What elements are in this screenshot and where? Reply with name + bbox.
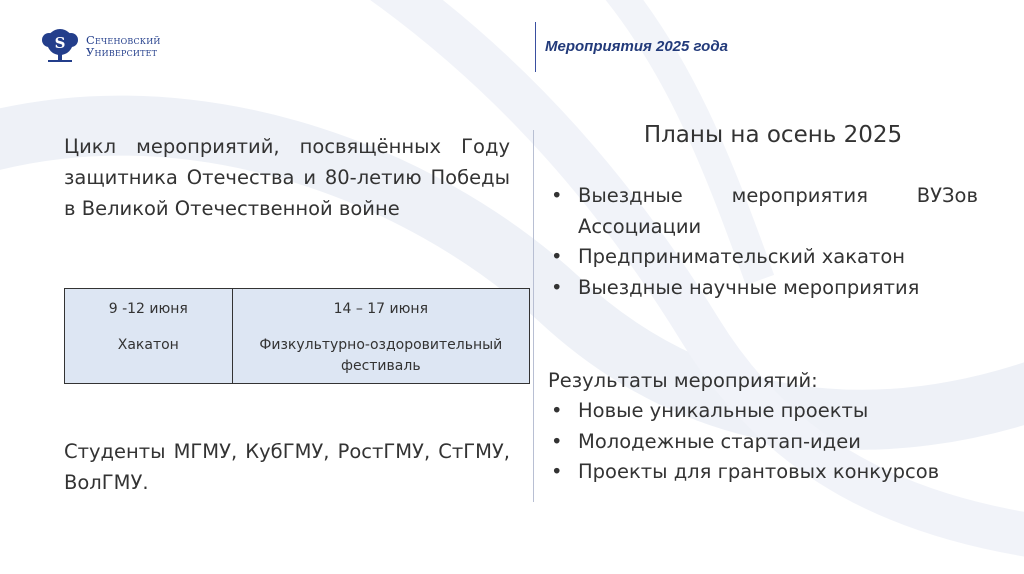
table-cell-event-2	[232, 289, 529, 384]
list-item: • Выездные научные мероприятия	[548, 273, 978, 304]
list-item: • Проекты для грантовых конкурсов	[548, 457, 978, 488]
plans-heading: Планы на осень 2025	[643, 122, 903, 148]
results-list	[548, 396, 978, 488]
plans-list	[548, 181, 978, 303]
event-date: 9 -12 июня	[108, 301, 188, 317]
column-divider	[533, 130, 534, 502]
logo-wordmark	[86, 34, 161, 58]
list-item: • Молодежные стартап-идеи	[548, 427, 978, 458]
participants-paragraph: Студенты МГМУ, КубГМУ, РостГМУ, СтГМУ, ВолГМУ.	[64, 440, 510, 494]
event-name: Хакатон	[117, 337, 179, 353]
tree-emblem-icon	[40, 28, 80, 64]
logo-line-2: Университет	[86, 45, 158, 59]
header-divider	[535, 22, 536, 72]
university-logo	[40, 28, 161, 64]
list-item: • Новые уникальные проекты	[548, 396, 978, 427]
event-date: 14 – 17 июня	[333, 301, 429, 317]
svg-text:S: S	[54, 34, 66, 52]
event-name: Физкультурно-оздоровительный фестиваль	[259, 337, 503, 374]
table-cell-event-1	[65, 289, 233, 384]
results-heading: Результаты мероприятий:	[548, 369, 818, 392]
list-item: • Выездные мероприятия ВУЗов Ассоциации	[548, 181, 978, 242]
events-table	[64, 288, 530, 384]
intro-paragraph: Цикл мероприятий, посвящённых Году защитника Отечества и 80-летию Победы в Великой Отечественной войне	[64, 135, 510, 220]
logo-line-1: Сеченовский	[86, 33, 161, 47]
slide-title: Мероприятия 2025 года	[545, 38, 728, 55]
table-row	[65, 289, 530, 384]
list-item: • Предпринимательский хакатон	[548, 242, 978, 273]
